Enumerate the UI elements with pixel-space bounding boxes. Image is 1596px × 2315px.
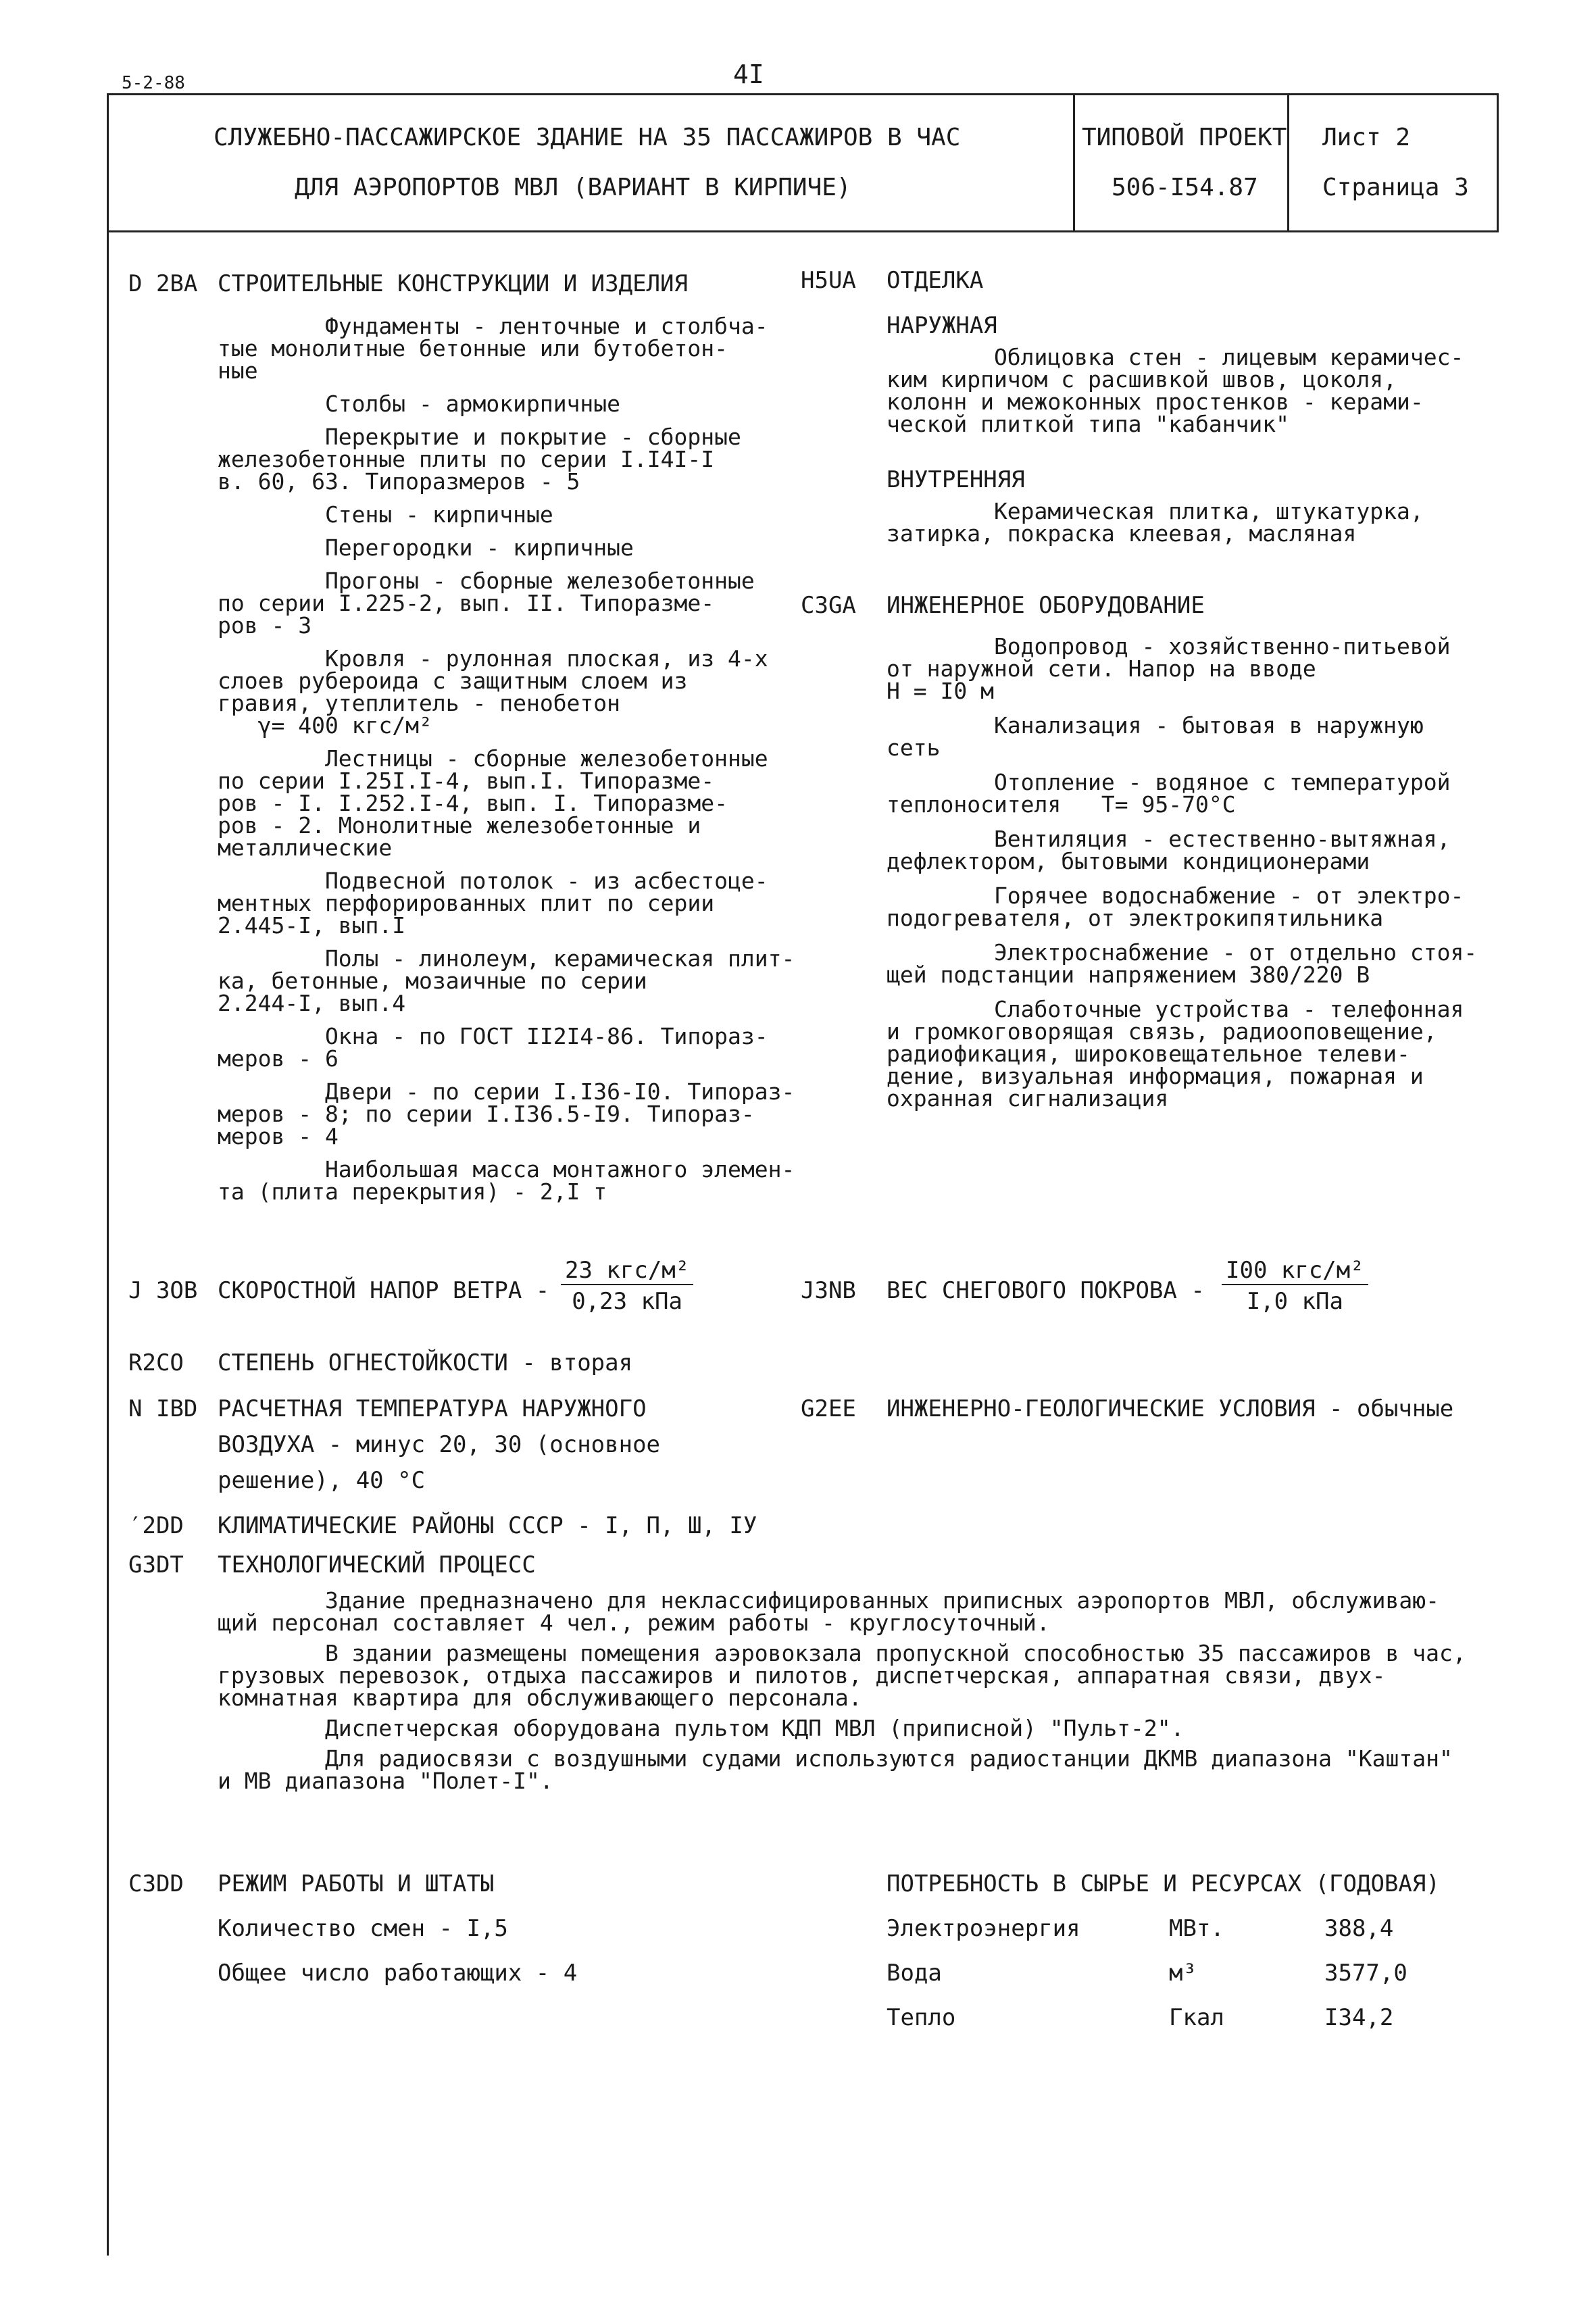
structure-item-line: Фундаменты - ленточные и столбча- (218, 313, 768, 339)
resource-name: Электроэнергия (887, 1915, 1080, 1942)
structure-item-line: Полы - линолеум, керамическая плит- (218, 945, 795, 972)
climate-regions: КЛИМАТИЧЕСКИЕ РАЙОНЫ СССР - I, П, Ш, IУ (218, 1512, 757, 1539)
process-line: комнатная квартира для обслуживающего персонала. (218, 1685, 862, 1711)
process-line: грузовых перевозок, отдыха пассажиров и пилотов, диспетчерская, аппаратная связи, двух- (218, 1662, 1386, 1689)
shift-count: Количество смен - I,5 (218, 1915, 508, 1942)
structure-item-line: ментных перфорированных плит по серии (218, 890, 715, 916)
resource-unit: м³ (1169, 1960, 1197, 1987)
structure-item-line: Перекрытие и покрытие - сборные (218, 424, 741, 450)
engineering-item-line: Слаботочные устройства - телефонная (887, 996, 1464, 1022)
worker-count: Общее число работающих - 4 (218, 1960, 578, 1987)
structure-item-line: Двери - по серии I.I36-I0. Типораз- (218, 1078, 795, 1105)
document-title-line-1: СЛУЖЕБНО-ПАССАЖИРСКОЕ ЗДАНИЕ НА 35 ПАССАЖИРОВ В ЧАС (214, 124, 961, 151)
snow-label: ВЕС СНЕГОВОГО ПОКРОВА - (887, 1277, 1205, 1304)
structure-item-line: гравия, утеплитель - пенобетон (218, 690, 621, 716)
structure-item-line: Подвесной потолок - из асбестоце- (218, 868, 768, 894)
staff-heading: РЕЖИМ РАБОТЫ И ШТАТЫ (218, 1870, 495, 1897)
structure-item-line: Кровля - рулонная плоская, из 4-х (218, 645, 768, 672)
section-code-finish: H5UA (801, 267, 856, 294)
engineering-item-line: охранная сигнализация (887, 1085, 1169, 1112)
process-line: Здание предназначено для неклассифицированных приписных аэропортов МВЛ, обслуживаю- (218, 1587, 1439, 1614)
finish-outer-heading: НАРУЖНАЯ (887, 312, 997, 339)
engineering-item-line: Горячее водоснабжение - от электро- (887, 882, 1464, 909)
finish-outer-line: ким кирпичом с расшивкой швов, цоколя, (887, 366, 1397, 393)
wind-code: J 3OB (128, 1277, 198, 1304)
title-block-sheet (1287, 93, 1499, 232)
structure-item-line: в. 60, 63. Типоразмеров - 5 (218, 468, 580, 495)
structure-item-line: по серии I.25I.I-4, вып.I. Типоразме- (218, 768, 715, 794)
section-code-engineering: C3GA (801, 592, 856, 619)
finish-outer-line: колонн и межоконных простенков - керами- (887, 389, 1424, 415)
engineering-item-line: дение, визуальная информация, пожарная и (887, 1063, 1424, 1089)
finish-inner-line: затирка, покраска клеевая, масляная (887, 520, 1357, 547)
structure-item-line: та (плита перекрытия) - 2,I т (218, 1178, 607, 1205)
finish-outer-line: ческой плиткой типа "кабанчик" (887, 411, 1290, 437)
engineering-item-line: сеть (887, 735, 941, 761)
engineering-item-line: Вентиляция - естественно-вытяжная, (887, 826, 1451, 852)
temperature-line-1: РАСЧЕТНАЯ ТЕМПЕРАТУРА НАРУЖНОГО (218, 1395, 647, 1422)
resource-name: Тепло (887, 2004, 956, 2031)
resource-value: I34,2 (1324, 2004, 1394, 2031)
process-code: G3DT (128, 1551, 184, 1578)
structure-item-line: ров - I. I.252.I-4, вып. I. Типоразме- (218, 790, 728, 816)
structure-item-line: меров - 6 (218, 1045, 339, 1072)
snow-load-kpa: I,0 кПа (1246, 1288, 1343, 1315)
structure-item-line: ка, бетонные, мозаичные по серии (218, 968, 647, 994)
wind-label: СКОРОСТНОЙ НАПОР ВЕТРА - (218, 1277, 550, 1304)
structure-item-line: тые монолитные бетонные или бутобетон- (218, 335, 728, 362)
engineering-item-line: и громкоговорящая связь, радиооповещение, (887, 1018, 1437, 1045)
structure-item-line: Окна - по ГОСТ II2I4-86. Типораз- (218, 1023, 768, 1049)
engineering-item-line: Электроснабжение - от отдельно стоя- (887, 939, 1478, 966)
project-number: 506-I54.87 (1112, 174, 1258, 201)
structure-item-line: Лестницы - сборные железобетонные (218, 745, 768, 772)
process-line: В здании размещены помещения аэровокзала пропускной способностью 35 пассажиров в час, (218, 1640, 1466, 1666)
section-heading-finish: ОТДЕЛКА (887, 267, 984, 294)
finish-inner-heading: ВНУТРЕННЯЯ (887, 466, 1025, 493)
process-heading: ТЕХНОЛОГИЧЕСКИЙ ПРОЦЕСС (218, 1551, 536, 1578)
process-line: Диспетчерская оборудована пультом КДП МВЛ (приписной) "Пульт-2". (218, 1715, 1184, 1741)
engineering-item-line: Канализация - бытовая в наружную (887, 712, 1424, 739)
engineering-item-line: H = I0 м (887, 678, 994, 704)
title-block-main (107, 93, 1075, 232)
structure-item-line: Наибольшая масса монтажного элемен- (218, 1156, 795, 1183)
geology-conditions: ИНЖЕНЕРНО-ГЕОЛОГИЧЕСКИЕ УСЛОВИЯ - обычные (887, 1395, 1454, 1422)
structure-item-line: железобетонные плиты по серии I.I4I-I (218, 446, 715, 472)
structure-item-line: 2.445-I, вып.I (218, 912, 406, 939)
page-label: Страница 3 (1322, 174, 1469, 201)
project-label: ТИПОВОЙ ПРОЕКТ (1082, 124, 1287, 151)
fire-code: R2CO (128, 1349, 184, 1376)
resource-value: 3577,0 (1324, 1960, 1407, 1987)
sheet-code: 5-2-88 (122, 73, 185, 93)
section-heading-structures: СТРОИТЕЛЬНЫЕ КОНСТРУКЦИИ И ИЗДЕЛИЯ (218, 270, 688, 297)
resources-heading: ПОТРЕБНОСТЬ В СЫРЬЕ И РЕСУРСАХ (ГОДОВАЯ) (887, 1870, 1440, 1897)
wind-load-kpa: 0,23 кПа (572, 1288, 682, 1315)
document-title-line-2: ДЛЯ АЭРОПОРТОВ МВЛ (ВАРИАНТ В КИРПИЧЕ) (295, 174, 851, 201)
structure-item-line: по серии I.225-2, вып. II. Типоразме- (218, 590, 715, 616)
sheet-label: Лист 2 (1322, 124, 1411, 151)
engineering-item-line: подогревателя, от электрокипятильника (887, 905, 1384, 931)
resource-value: 388,4 (1324, 1915, 1394, 1942)
section-heading-engineering: ИНЖЕНЕРНОЕ ОБОРУДОВАНИЕ (887, 592, 1205, 619)
structure-item-line: металлические (218, 835, 393, 861)
section-code-structures: D 2BA (128, 270, 198, 297)
fire-resistance: СТЕПЕНЬ ОГНЕСТОЙКОСТИ - вторая (218, 1349, 633, 1376)
structure-item-line: слоев рубероида с защитным слоем из (218, 668, 688, 694)
climate-code: ′2DD (128, 1512, 184, 1539)
finish-outer-line: Облицовка стен - лицевым керамичес- (887, 344, 1464, 370)
temperature-line-2: ВОЗДУХА - минус 20, 30 (основное (218, 1431, 661, 1458)
process-line: щий персонал составляет 4 чел., режим работы - круглосуточный. (218, 1610, 1050, 1636)
structure-item-line: Прогоны - сборные железобетонные (218, 568, 755, 594)
page-number: 4I (733, 59, 764, 89)
structure-item-line: ные (218, 357, 258, 384)
temperature-line-3: решение), 40 °C (218, 1467, 426, 1494)
wind-fraction (561, 1257, 693, 1315)
resource-name: Вода (887, 1960, 942, 1987)
temperature-code: N IBD (128, 1395, 198, 1422)
engineering-item-line: теплоносителя T= 95-70°C (887, 791, 1236, 818)
structure-item-line: Стены - кирпичные (218, 501, 553, 528)
process-line: и МВ диапазона "Полет-I". (218, 1768, 553, 1794)
structure-item-line: ров - 2. Монолитные железобетонные и (218, 812, 701, 839)
engineering-item-line: от наружной сети. Напор на вводе (887, 655, 1316, 682)
wind-load-kgf: 23 кгс/м² (561, 1257, 693, 1285)
resource-unit: МВт. (1169, 1915, 1224, 1942)
structure-item-line: Перегородки - кирпичные (218, 534, 634, 561)
engineering-item-line: щей подстанции напряжением 380/220 В (887, 962, 1370, 988)
process-line: Для радиосвязи с воздушными судами используются радиостанции ДКМВ диапазона "Каштан" (218, 1745, 1453, 1772)
snow-load-kgf: I00 кгс/м² (1222, 1257, 1368, 1285)
finish-inner-line: Керамическая плитка, штукатурка, (887, 498, 1424, 524)
staff-code: C3DD (128, 1870, 184, 1897)
structure-item-line: Столбы - армокирпичные (218, 391, 621, 417)
engineering-item-line: дефлектором, бытовыми кондиционерами (887, 848, 1370, 874)
structure-item-line: меров - 4 (218, 1123, 339, 1149)
snow-fraction (1222, 1257, 1368, 1315)
structure-item-line: меров - 8; по серии I.I36.5-I9. Типораз- (218, 1101, 755, 1127)
snow-code: J3NB (801, 1277, 856, 1304)
engineering-item-line: радиофикация, широковещательное телеви- (887, 1041, 1410, 1067)
structure-item-line: ров - 3 (218, 612, 312, 639)
engineering-item-line: Отопление - водяное с температурой (887, 769, 1451, 795)
structure-item-line: 2.244-I, вып.4 (218, 990, 406, 1016)
structure-item-line: γ= 400 кгс/м² (218, 712, 432, 739)
margin-line (107, 228, 109, 2256)
engineering-item-line: Водопровод - хозяйственно-питьевой (887, 633, 1451, 659)
title-block-project (1071, 93, 1289, 232)
geology-code: G2EE (801, 1395, 856, 1422)
resource-unit: Гкал (1169, 2004, 1224, 2031)
